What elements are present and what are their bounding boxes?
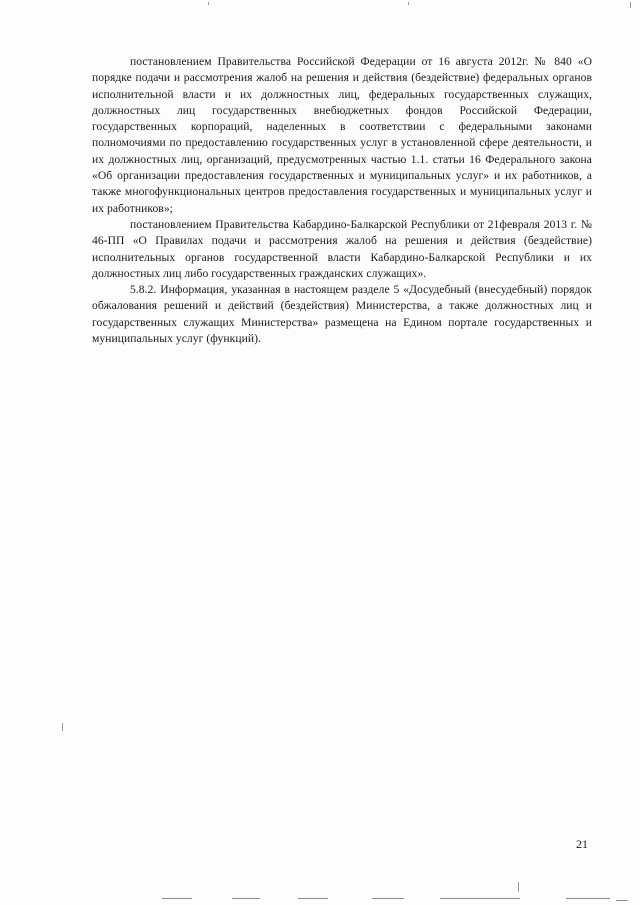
scan-artifact-line [566,898,610,899]
page-number: 21 [576,837,588,851]
scan-artifact-speck [630,2,631,8]
scan-artifact-speck [408,2,409,5]
scan-artifact-speck [208,2,209,5]
scan-artifact-speck [518,882,519,892]
scan-artifact-line [162,898,192,899]
scan-artifact-line [232,898,260,899]
scan-artifact-line [440,898,520,899]
paragraph-5-8-2: 5.8.2. Информация, указанная в настоящем разделе 5 «Досудебный (внесудебный) порядок обжалования решений и действий (бездействия) Министерства, а также должностных лиц и государственных служащих Министерства» размещена на Едином портале государственных и муниципальных услуг (функций). [92,283,592,346]
scan-artifact-line [616,900,628,901]
paragraph-decree-840: постановлением Правительства Российской Федерации от 16 августа 2012г. № 840 «О порядке подачи и рассмотрения жалоб на решения и действия (бездействие) федеральных органов исполнительной власти и их должностных лиц, федеральных государственных служащих, должностных лиц государственных внебюджетных фондов Российской Федерации, государственных корпораций, наделенных в соответствии с федеральными законами полномочиями по предоставлению государственных услуг в установленной сфере деятельности, и их должностных лиц, организаций, предусмотренных частью 1.1. статьи 16 Федерального закона «Об организации предоставления государственных и муниципальных услуг» и их работников, а также многофункциональных центров предоставления государственных и муниципальных услуг и их работников»; [92,55,592,215]
paragraph-decree-46-pp: постановлением Правительства Кабардино-Балкарской Республики от 21февраля 2013 г. № 46-ПП «О Правилах подачи и рассмотрения жалоб на решения и действия (бездействие) исполнительных органов государственной власти Кабардино-Балкарской Республики и их должностных лиц либо государственных гражданских служащих». [92,217,592,280]
scan-artifact-line [372,898,404,899]
scan-artifact-speck [62,723,63,731]
document-body [92,54,592,347]
scan-artifact-line [298,898,328,899]
